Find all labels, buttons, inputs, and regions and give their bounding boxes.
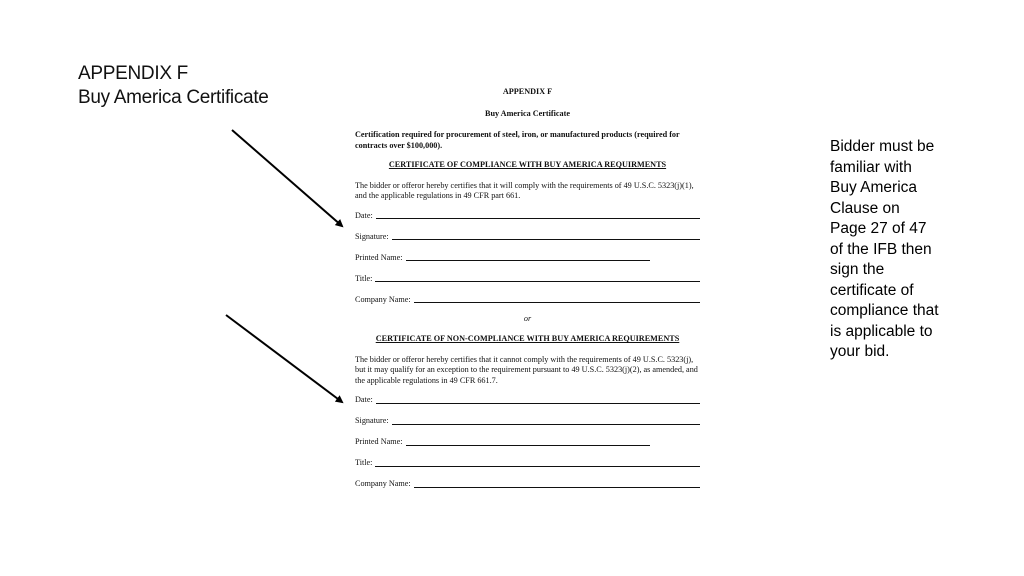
field-label: Printed Name:	[355, 437, 403, 446]
field-label: Company Name:	[355, 294, 411, 304]
doc-subheading: Buy America Certificate	[484, 108, 571, 118]
field-label: Company Name:	[355, 479, 411, 488]
noncompliance-text: The bidder or offeror hereby certifies that it cannot comply with the requirements of 49 U.S.C. 5323(j), but it may qualify for an exception to the requirement pursuant to 49 U.S.C. 5323(j)(2), as amended, and the applicable regulations in 49 CFR 661.7.	[355, 354, 698, 385]
doc-requirement: Certification required for procurement of steel, iron, or manufactured products (required for contracts over $100,000).	[355, 130, 680, 150]
side-note: Bidder must be familiar with Buy America Clause on Page 27 of 47 of the IFB then sign the certificate of compliance that is applicable to your bid.	[830, 138, 939, 360]
field-label: Title:	[355, 273, 373, 283]
field-label: Signature:	[355, 231, 389, 241]
field-label: Printed Name:	[355, 252, 403, 262]
slide-title-line2: Buy America Certificate	[78, 87, 269, 108]
noncompliance-title: CERTIFICATE OF NON-COMPLIANCE WITH BUY AMERICA REQUIREMENTS	[375, 334, 680, 343]
field-label: Date:	[355, 395, 373, 404]
or-separator: or	[523, 313, 532, 323]
compliance-text: The bidder or offeror hereby certifies that it will comply with the requirements of 49 U.S.C. 5323(j)(1), and the applicable regulations in 49 CFR part 661.	[355, 180, 694, 200]
compliance-title: CERTIFICATE OF COMPLIANCE WITH BUY AMERICA REQUIRMENTS	[388, 160, 667, 169]
slide-title-line1: APPENDIX F	[78, 63, 188, 84]
field-label: Date:	[355, 210, 373, 220]
arrow-compliance-icon	[232, 130, 342, 226]
field-label: Signature:	[355, 416, 389, 425]
doc-heading: APPENDIX F	[502, 87, 553, 96]
field-label: Title:	[355, 458, 373, 467]
arrow-noncompliance-icon	[226, 315, 342, 402]
